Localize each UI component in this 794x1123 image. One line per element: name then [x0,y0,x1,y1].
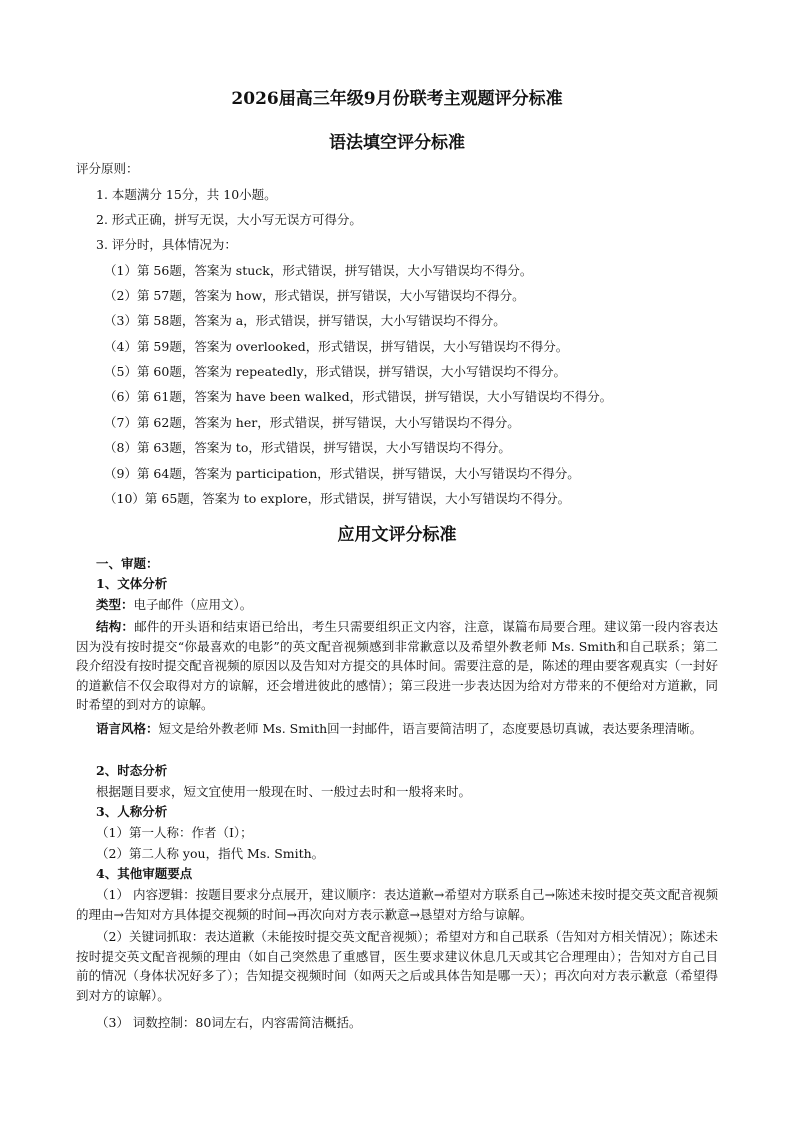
answer-item: （7）第 62题，答案为 her，形式错误，拼写错误，大小写错误均不得分。 [104,415,520,430]
rule-item: 1. 本题满分 15分，共 10小题。 [96,187,277,202]
rule-item: 2. 形式正确，拼写无误，大小写无误方可得分。 [96,212,362,227]
writing-title: 应用文评分标准 [337,525,457,545]
type-text: 电子邮件（应用文）。 [133,597,253,612]
person-line: （2）第二人称 you，指代 Ms. Smith。 [96,846,325,861]
answer-item: （1）第 56题，答案为 stuck，形式错误，拼写错误，大小写错误均不得分。 [104,263,533,278]
answer-item: （4）第 59题，答案为 overlooked，形式错误，拼写错误，大小写错误均不得分。 [104,339,569,354]
grammar-title: 语法填空评分标准 [329,133,465,153]
tense-line: 根据题目要求，短文宜使用一般现在时、一般过去时和一般将来时。 [96,784,472,799]
main-title: 2026届高三年级9月份联考主观题评分标准 [231,89,563,109]
answer-item: （5）第 60题，答案为 repeatedly，形式错误，拼写错误，大小写错误均不得分。 [104,364,567,379]
answer-item: （6）第 61题，答案为 have been walked，形式错误，拼写错误，大小写错误均不得分。 [104,389,613,404]
type-line [96,596,252,614]
answer-item: （9）第 64题，答案为 participation，形式错误，拼写错误，大小写错误均不得分。 [104,466,580,481]
style-text: 短文是给外教老师 Ms. Smith回一封邮件，语言要简洁明了，态度要恳切真诚，表达要条理清晰。 [158,721,703,736]
sub-heading: 3、人称分析 [96,804,168,819]
point-paragraph: （1） 内容逻辑：按题目要求分点展开，建议顺序：表达道歉→希望对方联系自己→陈述未按时提交英文配音视频的理由→告知对方具体提交视频的时间→再次向对方表示歉意→恳望对方给与谅解。 [76,887,718,922]
sub-heading: 1、文体分析 [96,576,168,591]
structure-paragraph [76,617,718,715]
rule-item: 3. 评分时，具体情况为： [96,237,237,252]
type-label: 类型： [96,597,134,612]
sub-heading: 4、其他审题要点 [96,866,193,881]
point-paragraph: （2）关键词抓取：表达道歉（未能按时提交英文配音视频）；希望对方和自己联系（告知对方相关情况）；陈述未按时提交英文配音视频的理由（如自己突然患了重感冒，医生要求建议休息几天或其它合理理由）；告知对方自己目前的情况（身体状况好多了）；告知提交视频时间（如两天之后或具体告知是哪一天）；再次向对方表示歉意（希望得到对方的谅解）。 [76,929,718,1003]
sub-heading: 2、时态分析 [96,763,168,778]
point-paragraph: （3） 词数控制：80词左右，内容需简洁概括。 [96,1015,362,1030]
structure-label: 结构： [96,619,135,634]
answer-item: （8）第 63题，答案为 to，形式错误，拼写错误，大小写错误均不得分。 [104,440,511,455]
answer-item: （10）第 65题，答案为 to explore，形式错误，拼写错误，大小写错误均不得分。 [104,491,571,506]
answer-item: （2）第 57题，答案为 how，形式错误，拼写错误，大小写错误均不得分。 [104,288,525,303]
style-label: 语言风格： [96,721,159,736]
section-heading: 一、审题： [96,556,159,571]
person-line: （1）第一人称：作者（I）； [96,825,253,840]
structure-text: 邮件的开头语和结束语已给出，考生只需要组织正文内容，注意，谋篇布局要合理。建议第一段内容表达因为没有按时提交“你最喜欢的电影”的英文配音视频感到非常歉意以及希望外教老师 Ms. Smith和自己联系；第二段介绍没有按时提交配音视频的原因以及告知对方提交的具体时间。需要注意的是，陈述的理由要客观真实（一封好的道歉信不仅会取得对方的谅解，还会增进彼此的感情）；第三段进一步表达因为给对方带来的不便给对方道歉，同时希望的到对方的谅解。 [76,619,718,712]
principle-label: 评分原则： [76,161,139,176]
style-paragraph [76,719,718,739]
answer-item: （3）第 58题，答案为 a，形式错误，拼写错误，大小写错误均不得分。 [104,313,506,328]
